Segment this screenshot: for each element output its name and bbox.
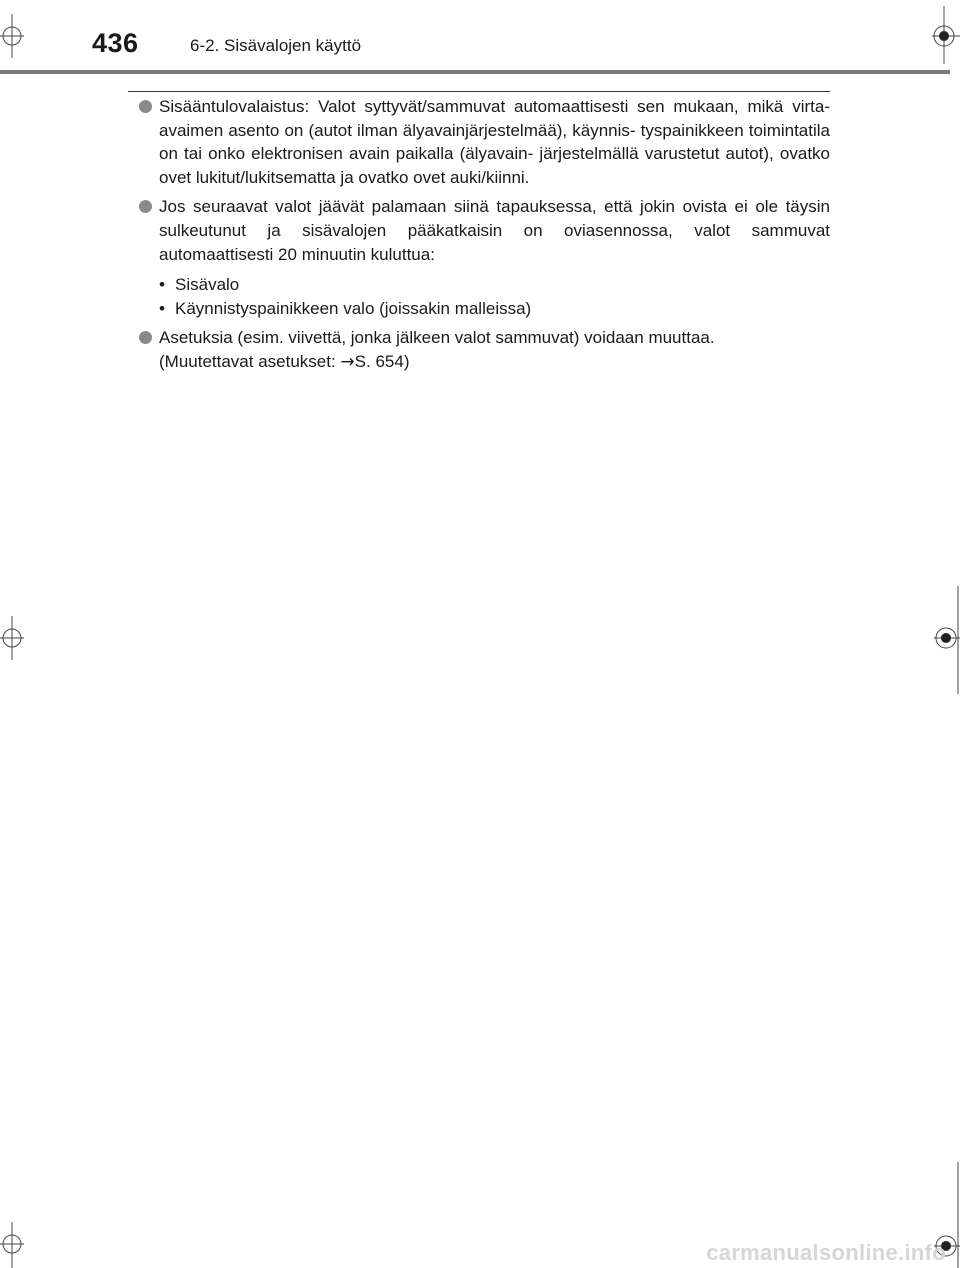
bullet-item-entry-lighting [138,95,830,189]
sub-list [159,273,830,320]
bullet-dot-icon [139,200,152,213]
sub-list-item [159,273,830,297]
sub-list-item [159,297,830,321]
page-number: 436 [92,28,139,58]
bullet-dot-icon [139,331,152,344]
bullet-item-auto-off [138,195,830,266]
watermark: carmanualsonline.info [706,1240,946,1265]
bullet-item-settings [138,326,830,374]
crop-mark-middle-right [930,586,960,696]
header-rule [0,70,950,74]
crop-mark-top-right [930,0,960,70]
sub-list-item-text: Sisävalo [175,275,240,295]
sub-list-item-text: Käynnistyspainikkeen valo (joissakin malleissa) [175,298,532,318]
bullet-text: Asetuksia (esim. viivettä, jonka jälkeen valot sammuvat) voidaan muuttaa. [159,328,715,348]
crop-mark-bottom-left [0,1222,30,1268]
crop-mark-top-left [0,14,30,74]
bullet-dot-icon [139,100,152,113]
content-body [138,95,830,375]
section-title: 6-2. Sisävalojen käyttö [190,36,362,55]
content-divider [128,91,830,92]
bullet-text: Jos seuraavat valot jäävät palamaan siinä tapauksessa, että jokin ovista ei ole täysin sulkeutunut ja sisävalojen pääkatkaisin on oviasennossa, valot sammuvat automaattisesti 20 minuutin kuluttua: [159,197,830,264]
crop-mark-middle-left [0,610,30,670]
small-bullet-icon: • [159,298,165,318]
bullet-text: Sisääntulovalaistus: Valot syttyvät/sammuvat automaattisesti sen mukaan, mikä virta-avaimen asento on (autot ilman älyavainjärjestelmää), käynnis- tyspainikkeen toimintatila on tai onko elektronisen avain paikalla (älyavain- järjestelmällä varustetut autot), ovatko ovet lukitut/lukitsematta ja ovatko ovet auki/kiinni. [159,97,830,187]
page-reference-link[interactable]: S. 654) [354,351,410,371]
small-bullet-icon: • [159,275,165,295]
right-arrow-icon: → [340,351,355,372]
settings-reference-prefix: (Muutettavat asetukset: [159,351,341,371]
